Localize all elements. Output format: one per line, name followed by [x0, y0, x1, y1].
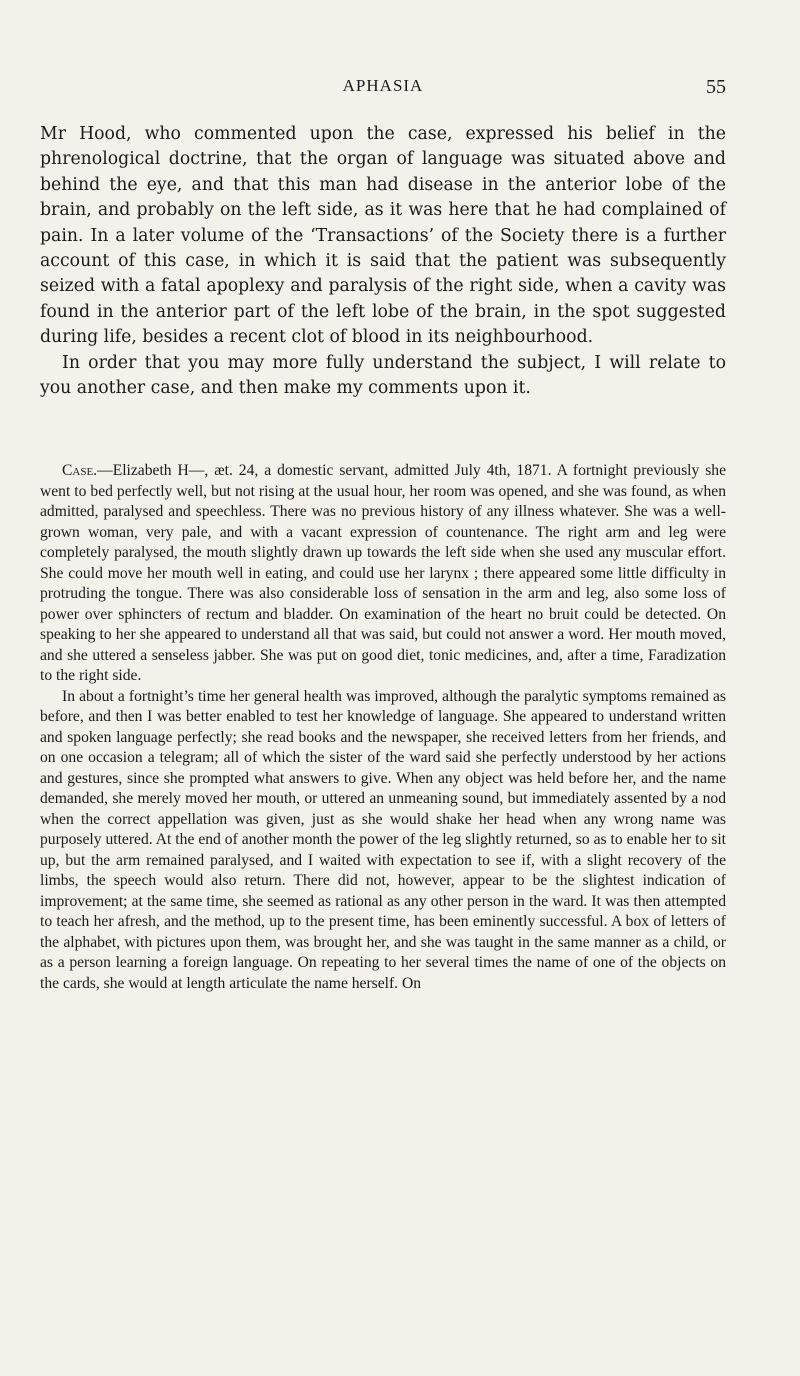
- page-header: [40, 76, 726, 106]
- paragraph: Mr Hood, who commented upon the case, expressed his belief in the phrenological doctrine, that the organ of language was situated above and behind the eye, and that this man had disease in the anterior lobe of the brain, and probably on the left side, as it was here that he had complained of pain. In a later volume of the ‘Transactions’ of the Society there is a further account of this case, in which it is said that the patient was subsequently seized with a fatal apoplexy and paralysis of the right side, when a cavity was found in the anterior part of the left lobe of the brain, in the spot suggested during life, besides a recent clot of blood in its neighbourhood.: [40, 124, 726, 348]
- case-text: —Elizabeth H—, æt. 24, a domestic servant, admitted July 4th, 1871. A fortnight previously she went to bed perfectly well, but not rising at the usual hour, her room was opened, and she was found, as when admitted, paralysed and speechless. There was no previous history of any illness whatever. She was a well-grown woman, very pale, and with a vacant expression of countenance. The right arm and leg were completely paralysed, the mouth slightly drawn up towards the left side when she used any muscular effort. She could move her mouth well in eating, and could use her larynx ; there appeared some little difficulty in protruding the tongue. There was also considerable loss of sensation in the arm and leg, also some loss of power over sphincters of rectum and bladder. On examination of the heart no bruit could be detected. On speaking to her she appeared to understand all that was said, but could not answer a word. Her mouth moved, and she uttered a senseless jabber. She was put on good diet, tonic medicines, and, after a time, Faradization to the right side.: [40, 462, 726, 684]
- running-head: APHASIA: [342, 76, 424, 95]
- paragraph: In order that you may more fully understand the subject, I will relate to you another case, and then make my comments upon it.: [40, 352, 726, 399]
- case-report: [40, 461, 726, 994]
- page-number: 55: [706, 76, 726, 98]
- paragraph: In about a fortnight’s time her general health was improved, although the paralytic symptoms remained as before, and then I was better enabled to test her knowledge of language. She appeared to understand written and spoken language perfectly; she read books and the newspaper, she received letters from her friends, and on one occasion a telegram; all of which the sister of the ward said she perfectly understood by her actions and gestures, since she prompted what answers to give. When any object was held before her, and the name demanded, she merely moved her mouth, or uttered an unmeaning sound, but immediately assented by a nod when the correct appellation was given, just as she would shake her head when any wrong name was purposely uttered. At the end of another month the power of the leg slightly returned, so as to enable her to sit up, but the arm remained paralysed, and I waited with expectation to see if, with a slight recovery of the limbs, the speech would also return. There did not, however, appear to be the slightest indication of improvement; at the same time, she seemed as rational as any other person in the ward. It was then attempted to teach her afresh, and the method, up to the present time, has been eminently successful. A box of letters of the alphabet, with pictures upon them, was brought her, and she was taught in the same manner as a child, or as a person learning a foreign language. On repeating to her several times the name of one of the objects on the cards, she would at length articulate the name herself. On: [40, 687, 726, 992]
- main-text: [40, 122, 726, 401]
- case-label: Case.: [62, 462, 98, 479]
- case-paragraph: [40, 461, 726, 687]
